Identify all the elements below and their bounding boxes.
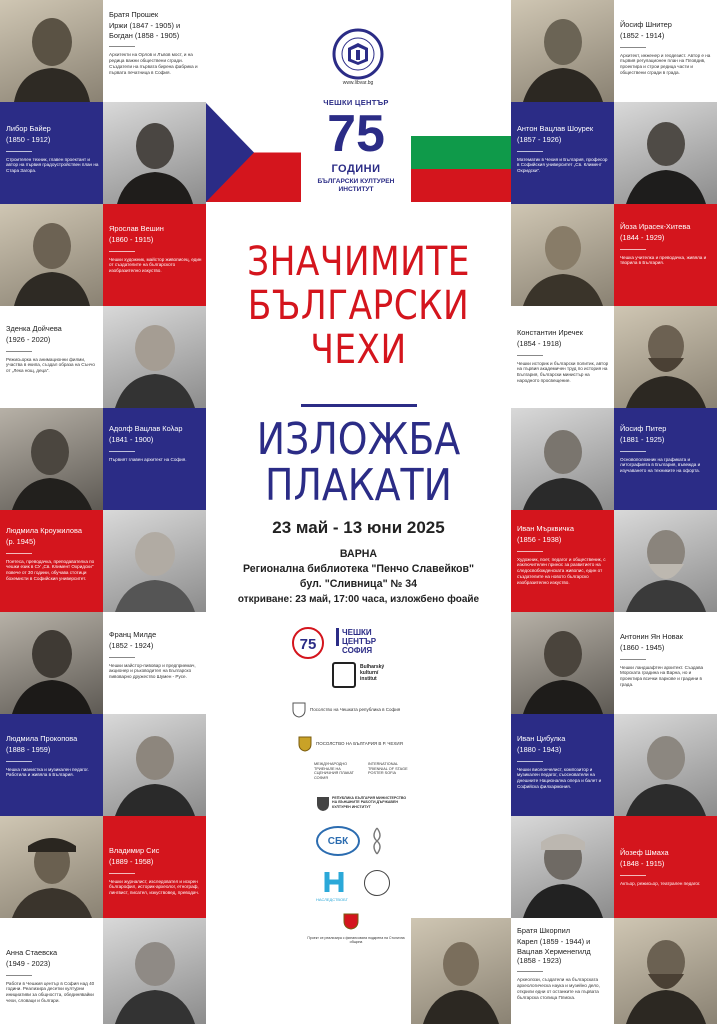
ornament-icon [370, 826, 384, 856]
person-desc: Актьор, режисьор, театрален педагог. [620, 880, 701, 886]
portrait [103, 102, 206, 204]
sbk-logo-icon [316, 826, 360, 856]
person-years: (1841 - 1900) [109, 435, 154, 445]
person-years: (1888 - 1959) [6, 745, 51, 755]
portrait [0, 408, 103, 510]
person-name: Йозеф Шмаха [620, 848, 669, 857]
library-seal-icon [332, 28, 384, 80]
person-name: Владимир Сис [109, 846, 160, 855]
bki-line1: Bulharský [360, 664, 385, 670]
person-years: (1854 - 1918) [517, 339, 562, 349]
bio-card [0, 918, 103, 1024]
portrait [511, 408, 614, 510]
person-name: Франц Милде [109, 630, 157, 639]
czech-coat-of-arms-icon [292, 702, 306, 718]
portrait [103, 510, 206, 612]
portrait [511, 612, 614, 714]
person-years: (1860 - 1945) [620, 643, 665, 653]
person-name: Анна Стаевска [6, 948, 58, 957]
bio-card [103, 816, 206, 918]
title-line-3: ЧЕХИ [310, 327, 407, 373]
ministry-label: РЕПУБЛИКА БЪЛГАРИЯ МИНИСТЕРСТВО НА ВЪНШНИТЕ РАБОТИ ДЪРЖАВЕН КУЛТУРЕН ИНСТИТУТ [332, 796, 407, 809]
person-name: Иван Цибулка [517, 734, 566, 743]
bio-card [0, 714, 103, 816]
cc-logo-line1: ЧЕШКИ ЦЕНТЪР [336, 628, 406, 646]
sofia-crest-icon [343, 912, 359, 930]
event-city: ВАРНА [339, 548, 378, 560]
institute-line-2: ИНСТИТУТ [338, 186, 374, 193]
round-seal-icon [364, 870, 390, 896]
person-desc: Основоположник на графиката и литографията в България, въвежда и изучаването на техниките на офорта. [620, 456, 701, 474]
portrait [0, 612, 103, 714]
bio-card [511, 306, 614, 408]
cc-logo-line2: СОФИЯ [342, 646, 373, 655]
portrait [614, 714, 717, 816]
cc75-logo-icon [288, 626, 328, 660]
bulgarian-flag [411, 103, 511, 202]
person-years: (1926 - 2020) [6, 335, 51, 345]
person-desc: Чешки майстор-пивовар и предприемач, акционер и ръководител на Българско пивоварно дружество Шумен - Русе. [109, 662, 196, 680]
institute-line-1: БЪЛГАРСКИ КУЛТУРЕН [317, 178, 395, 185]
bio-card [511, 918, 614, 1024]
bio-card [511, 102, 614, 204]
subtitle-line-2: ПЛАКАТИ [265, 460, 452, 511]
portrait [103, 306, 206, 408]
person-desc: Първият главен архитект на София. [109, 456, 187, 462]
ministry-crest-icon [316, 796, 330, 812]
bio-card [614, 408, 717, 510]
person-desc: Чешки ландшафтен архитект. Създава Морската градина на Варна, но и проектира всички паркове и градини в града. [620, 664, 704, 688]
bio-card [0, 102, 103, 204]
portrait [511, 204, 614, 306]
person-desc: Работи в Чешкия център в София над 40 години. Реализира десетки културни инициативи за общността, обединявайки чехи, словаци и българи. [6, 980, 95, 1004]
person-name: Йосиф Питер [620, 424, 667, 433]
bki-line3: institut [360, 676, 377, 682]
bio-card [511, 510, 614, 612]
event-address: бул. "Сливница" № 34 [299, 578, 418, 590]
person-years: (1889 - 1958) [109, 857, 154, 867]
person-name: Людмила Кроужилова [6, 526, 82, 535]
portrait [614, 306, 717, 408]
portrait [103, 918, 206, 1024]
person-years: (1852 - 1924) [109, 641, 154, 651]
person-desc: Художник, поет, педагог и общественик, с изключителен принос за развитието на следосвобожденската живопис, един от създателите на новото българско изобразително изкуство. [517, 556, 606, 586]
portrait [0, 816, 103, 918]
portrait [0, 0, 103, 102]
bio-card [614, 816, 717, 918]
person-name: Людмила Прокопова [6, 734, 78, 743]
person-name: Адолф Вацлав Кολар [109, 424, 183, 433]
bio-card [511, 714, 614, 816]
heritage-logo-icon [322, 870, 350, 896]
person-desc: Чешка учителка и преводачка, живяла и творила в България. [620, 254, 707, 266]
anniversary-number: 75 [327, 105, 385, 163]
portrait [103, 714, 206, 816]
bio-card [103, 0, 206, 102]
bio-card [0, 306, 103, 408]
person-years: (1844 - 1929) [620, 233, 665, 243]
divider-bar [301, 404, 417, 407]
person-desc: Чешки историк и български политик, автор на първия академичен труд по история на България, български министър на народното просвещение. [517, 360, 609, 384]
czech-centre-label: ЧЕШКИ ЦЕНТЪР [323, 98, 389, 107]
person-name: Ярослав Вешин [109, 224, 164, 233]
person-desc: Математик в Чехия и България, професор в Софийския университет „Св. Климент Охридски". [517, 156, 608, 174]
bio-card [103, 612, 206, 714]
heritage-label: НАСЛЕДСТВОБГ [316, 897, 348, 902]
person-years: (1860 - 1915) [109, 235, 154, 245]
person-years: (1857 - 1926) [517, 135, 562, 145]
website-label: www.libvar.bg [342, 80, 374, 86]
portrait [614, 918, 717, 1024]
subtitle-line-1: ИЗЛОЖБА [256, 414, 461, 465]
person-name: Антон Вацлав Шоурек [517, 124, 594, 133]
person-desc: Чешка пианистка и музикален педагог. Работила и живяла в България. [6, 766, 89, 778]
bio-card [103, 408, 206, 510]
person-name: Йоза Ирасек-Хитева [620, 222, 691, 231]
portrait [0, 204, 103, 306]
sbk-label: СБК [327, 835, 349, 847]
person-desc: Археолози, създатели на българската археологическа наука и музейно дело, открили едни от останките на първата българска столица Плиска. [517, 977, 600, 1000]
event-dates: 23 май - 13 юни 2025 [272, 518, 445, 537]
person-desc: Строителен техник, главен проектант и автор на първия градоустройствен план на Стара Загора. [6, 156, 99, 174]
portrait [511, 816, 614, 918]
event-opening: откриване: 23 май, 17:00 часа, изложбено фоайе [237, 594, 480, 605]
person-name: Антонин Ян Новак [620, 632, 683, 641]
person-desc: Чешки художник, майстор живописец, един от създателите на българското изобразително изкуство. [109, 256, 202, 274]
triennial-en-label: INTERNATIONAL TRIENNIAL OF STAGE POSTER SOFIA [368, 762, 408, 776]
bulgarian-coat-of-arms-icon [298, 736, 312, 752]
person-desc: Архитект, инженер и геодезист. Автор е на първия регулационен план на Пловдив, проектира и строи редица части и обществени сгради в града. [620, 52, 711, 76]
person-years: (1949 - 2023) [6, 959, 51, 969]
person-name: Братя Прошек [109, 10, 159, 19]
title-line-1: ЗНАЧИМИТЕ [247, 239, 470, 285]
person-desc: Чешки виолончелист, композитор и музикален педагог, съоснователи на днешните Национална опера и балет и Софийска филхармония. [517, 766, 602, 790]
person-desc: Поетеса, преводачка, преподавателка по чешки език в СУ „Св. Климент Охридски" повече от 30 години, обучава стотици бохемисти в Софийския университет. [6, 558, 95, 582]
triennial-bg-label: МЕЖДУНАРОДНО ТРИЕНАЛЕ НА СЦЕНИЧНИЯ ПЛАКАТ СОФИЯ [314, 762, 354, 780]
embassy-bg-label: ПОСОЛСТВО НА БЪЛГАРИЯ В Р. ЧЕХИЯ [316, 741, 403, 746]
person-desc: Режисьорка на анимационни филми, участва в екипа, създал образа на Сънчо от „Лека нощ, деца". [6, 356, 95, 374]
bki-line2: kulturní [360, 670, 379, 676]
embassy-cz-label: Посолство на Чешката република в София [310, 707, 401, 712]
portrait [614, 510, 717, 612]
person-name: Зденка Дойчева [6, 324, 62, 333]
person-name: Йосиф Шнитер [620, 20, 672, 29]
czech-centre-sofia-logo [336, 628, 406, 655]
person-years: Иржи (1847 - 1905) и Богдан (1858 - 1905) [109, 21, 181, 40]
person-name: Либор Байер [6, 124, 51, 133]
bio-card [103, 204, 206, 306]
person-years: (1881 - 1925) [620, 435, 665, 445]
bio-card [614, 204, 717, 306]
czech-flag [206, 103, 301, 202]
person-years: (1880 - 1943) [517, 745, 562, 755]
portrait [411, 918, 511, 1024]
portrait [511, 0, 614, 102]
title-line-2: БЪЛГАРСКИ [247, 283, 470, 329]
portrait [614, 102, 717, 204]
person-desc: Архитекти на Орлов и Лъвов мост, и на редица важни обществени сгради. Създатели на първата бирена фабрика и първата печатница в София. [109, 51, 198, 75]
funding-note: Проект се реализира с финансовата подкрепа на Столична община [307, 936, 405, 945]
bki-logo-icon [332, 662, 356, 688]
person-desc: Чешки журналист, изследовател и искрен българофил, историк-археолог, етнограф, лингвист, писател, изкуствовед, преводач. [109, 878, 200, 896]
event-library: Регионална библиотека "Пенчо Славейков" [242, 563, 475, 575]
person-name: Иван Мърквичка [517, 524, 574, 533]
cc75-number: 75 [299, 636, 317, 653]
anniversary-word: ГОДИНИ [331, 163, 381, 175]
person-name: Константин Иречек [517, 328, 583, 337]
person-name: Братя Шкорпил [517, 926, 571, 935]
bio-card [0, 510, 103, 612]
person-years: (1850 - 1912) [6, 135, 51, 145]
person-years: (1856 - 1938) [517, 535, 562, 545]
bio-card [614, 612, 717, 714]
person-years: Карел (1859 - 1944) и Вацлав Херменегилд (1858 - 1923) [517, 937, 591, 965]
bki-logo-text [360, 664, 400, 682]
bio-card [614, 0, 717, 102]
person-years: (1852 - 1914) [620, 31, 665, 41]
person-years: (р. 1945) [6, 537, 36, 547]
person-years: (1848 - 1915) [620, 859, 665, 869]
